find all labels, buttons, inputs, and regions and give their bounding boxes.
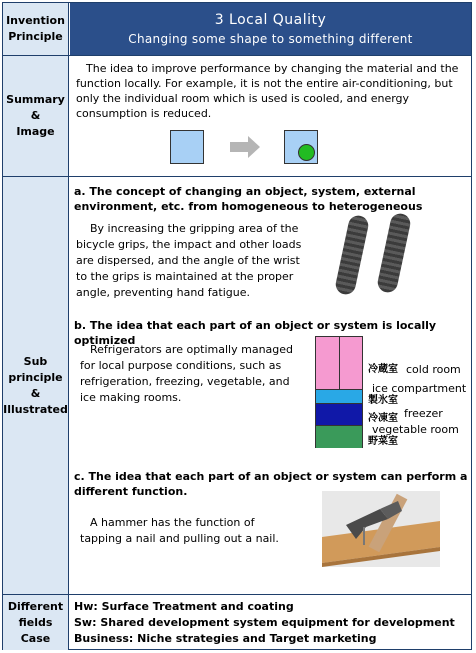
summary-text: The idea to improve performance by changing the material and the function locally. For example, it is not the entire air-conditioning, but only the individual room which is used is cooled, and energy consumption is reduced. — [76, 62, 459, 120]
ice-zone — [316, 389, 362, 403]
refrigerator-diagram — [315, 336, 363, 448]
header-label: Invention Principle — [3, 3, 69, 55]
right-arrow-icon — [230, 136, 262, 158]
hammer-icon — [322, 491, 440, 567]
sub-label-line: Illustrated — [3, 402, 68, 416]
hammer-image — [322, 491, 440, 567]
principle-subtitle: Changing some shape to something different — [128, 32, 413, 46]
vegetable-jp-label: 野菜室 — [368, 436, 398, 447]
fields-list — [74, 599, 455, 647]
cold-room-jp-label: 冷蔵室 — [368, 364, 398, 375]
vegetable-zone — [316, 425, 362, 448]
principle-card — [2, 2, 472, 650]
fields-row — [3, 595, 471, 650]
concept-c-text: A hammer has the function of tapping a nail and pulling out a nail. — [80, 516, 279, 545]
bicycle-grips-image — [320, 213, 440, 295]
software-case: Sw: Shared development system equipment for development — [74, 616, 455, 629]
vegetable-label: vegetable room — [372, 423, 459, 436]
sub-label-line: principle — [8, 370, 63, 384]
concept-a-title: a. The concept of changing an object, system, external environment, etc. from homogeneous to heterogeneous — [74, 185, 423, 213]
freezer-zone — [316, 403, 362, 425]
business-case: Business: Niche strategies and Target marketing — [74, 632, 377, 645]
room-after-image — [284, 130, 318, 164]
freezer-label: freezer — [404, 407, 443, 420]
hardware-case: Hw: Surface Treatment and coating — [74, 600, 294, 613]
fields-label-line: fields — [18, 615, 53, 629]
concept-c-title: c. The idea that each part of an object or system can perform a different function. — [74, 470, 468, 498]
cold-room-label: cold room — [406, 363, 461, 376]
grip-icon — [376, 212, 412, 294]
sub-principle-content — [70, 177, 471, 594]
sub-principle-row — [3, 177, 471, 595]
header-row — [3, 3, 471, 56]
concept-b-title: b. The idea that each part of an object or system is locally optimized — [74, 319, 437, 347]
summary-row — [3, 56, 471, 177]
grip-icon — [334, 214, 370, 296]
sub-label-line: Sub — [23, 354, 48, 368]
fields-content — [70, 595, 471, 650]
fields-label — [3, 595, 69, 650]
ice-label: ice compartment — [372, 382, 467, 395]
header-banner — [70, 3, 471, 55]
ice-jp-label: 製氷室 — [368, 395, 398, 406]
summary-label-amp: & — [30, 109, 41, 122]
local-cooling-icon — [298, 144, 315, 161]
concept-b-text: Refrigerators are optimally managed for local purpose conditions, such as refrigeration, freezing, vegetable, and ice making rooms. — [80, 343, 294, 404]
summary-label — [3, 56, 69, 176]
summary-content — [70, 56, 471, 176]
sub-label-amp: & — [30, 386, 41, 400]
summary-label-image: Image — [16, 125, 55, 138]
fields-label-line: Case — [20, 631, 51, 645]
fields-label-line: Different — [7, 599, 64, 613]
summary-label-line: Summary — [6, 93, 65, 106]
principle-title: 3 Local Quality — [214, 12, 327, 28]
room-before-image — [170, 130, 204, 164]
freezer-jp-label: 冷凍室 — [368, 413, 398, 424]
concept-a-text: By increasing the gripping area of the bicycle grips, the impact and other loads are dispersed, and the angle of the wrist to the grips is maintained at the proper angle, preventing hand fatigue. — [76, 222, 302, 299]
sub-principle-label — [3, 177, 69, 594]
